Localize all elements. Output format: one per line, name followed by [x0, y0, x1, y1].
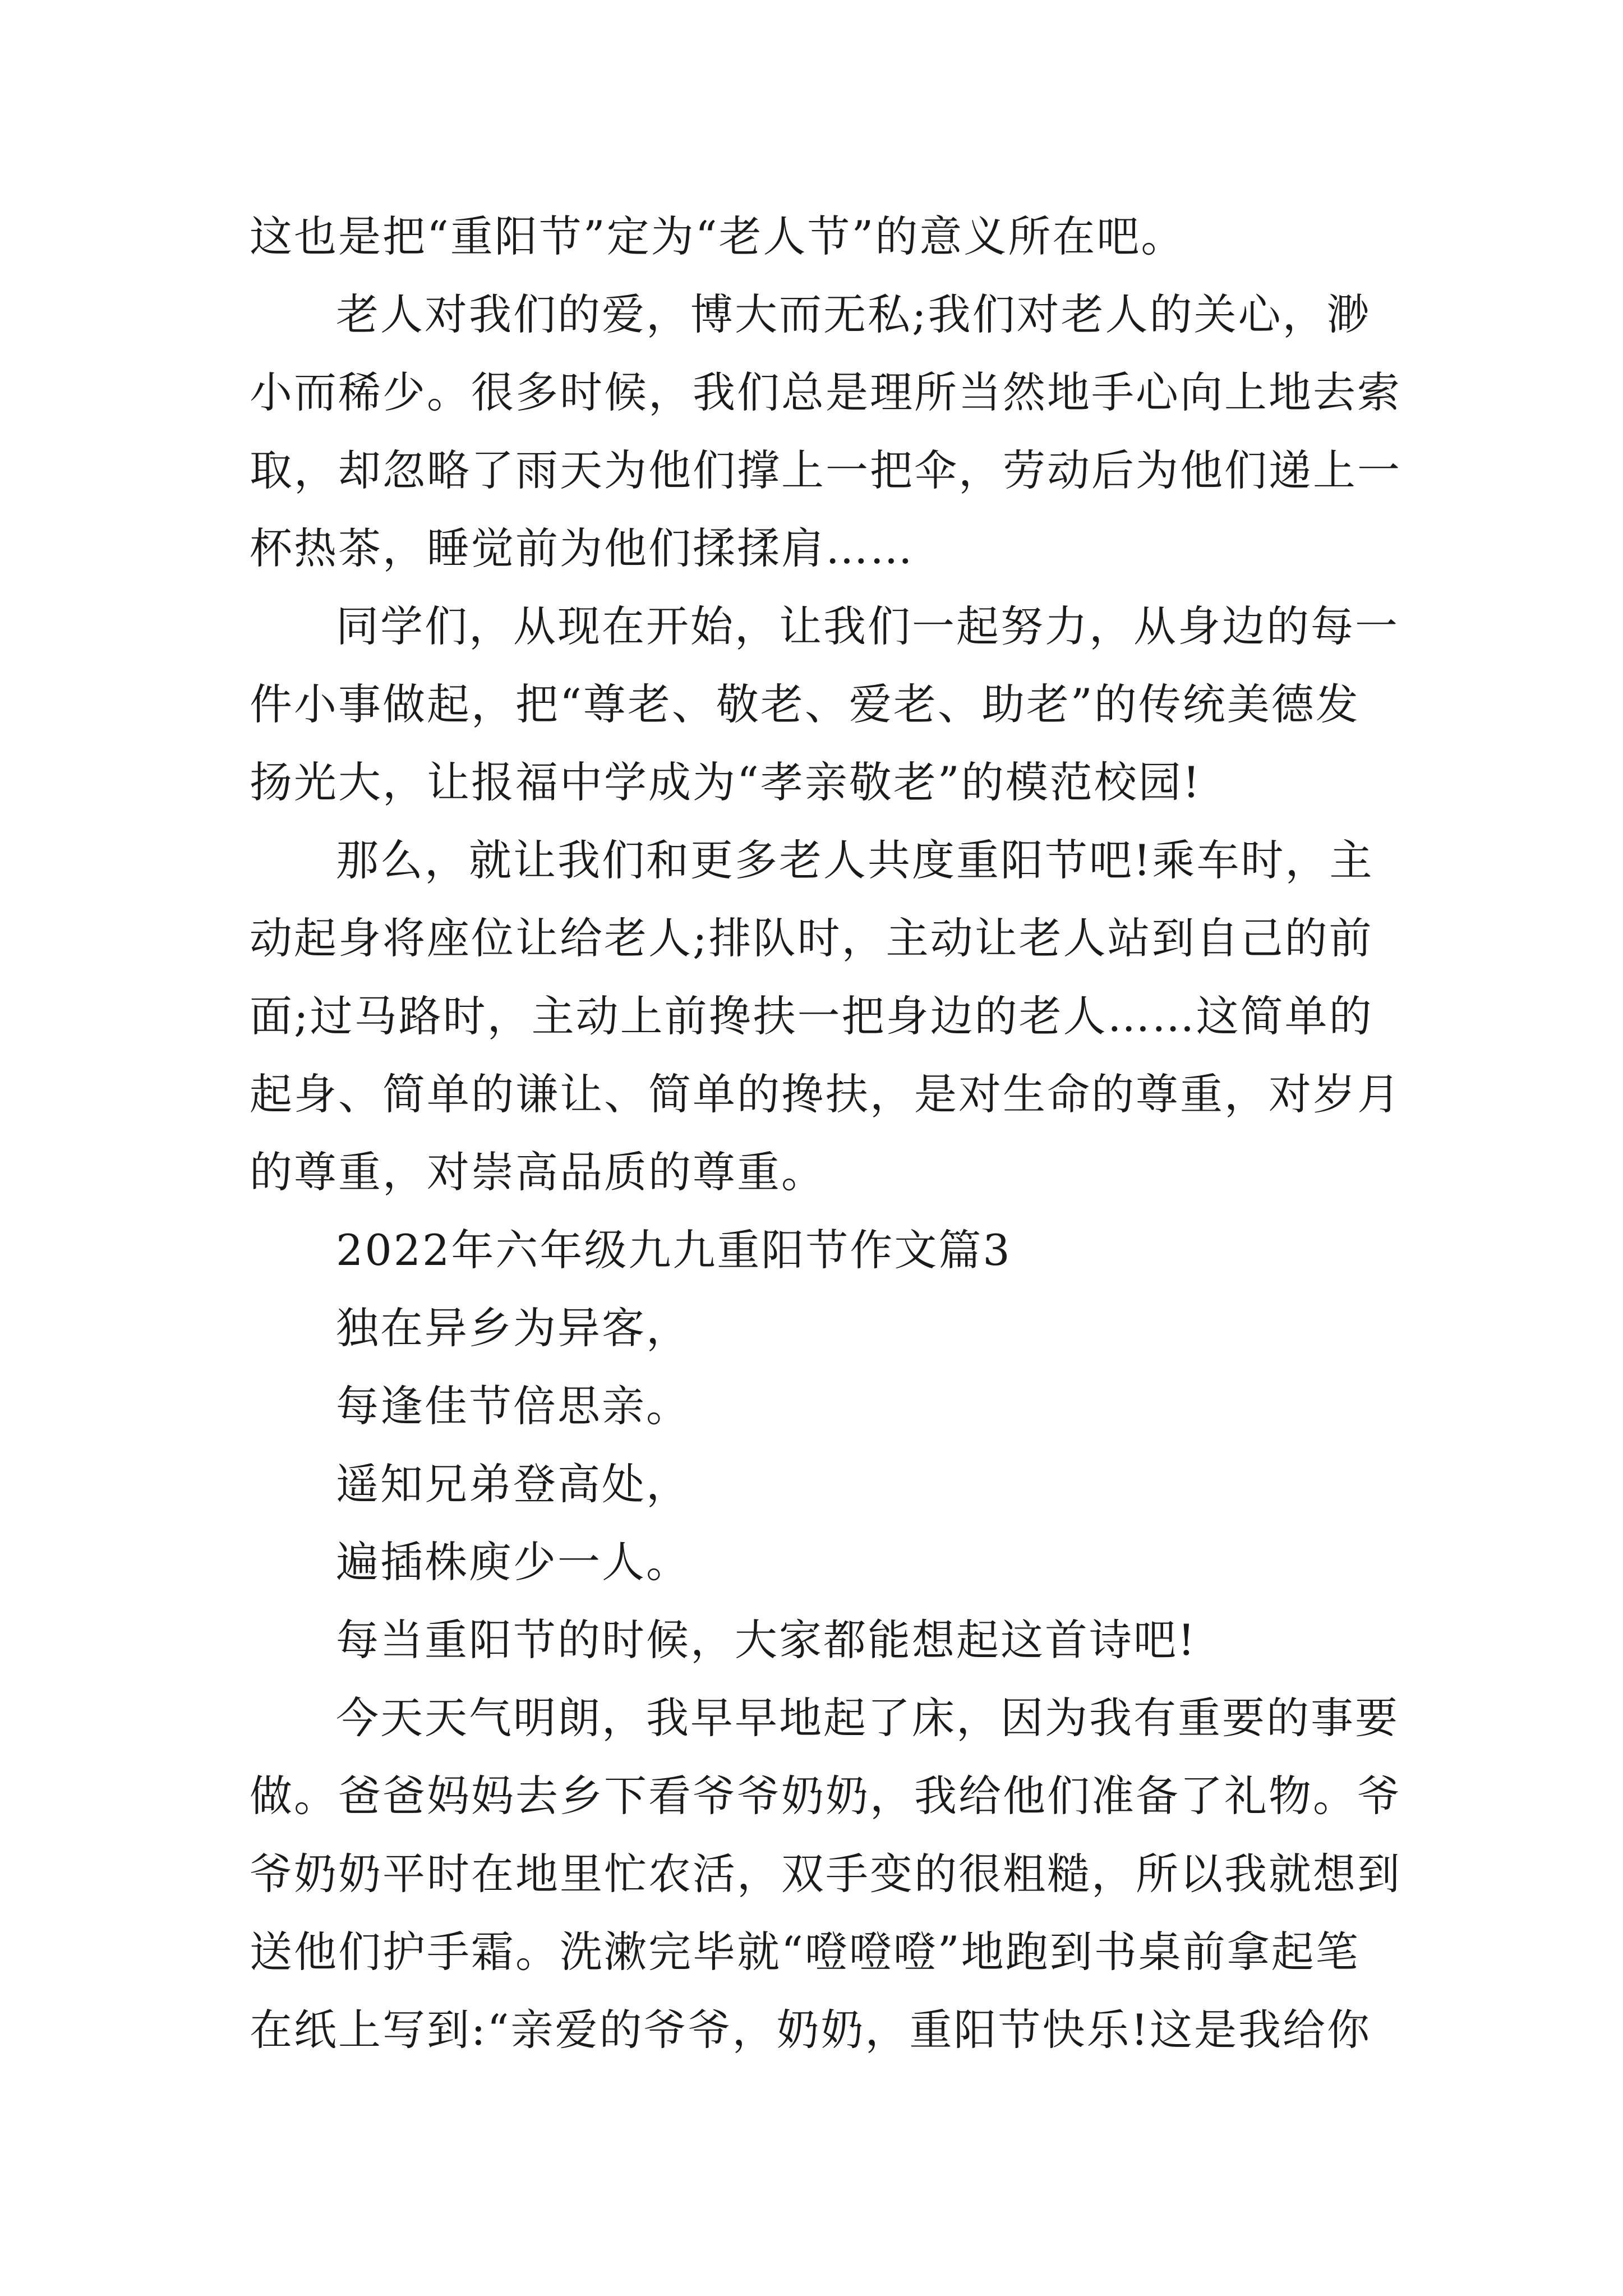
text-line: 那么，就让我们和更多老人共度重阳节吧!乘车时，主: [336, 835, 1374, 885]
text-line: 做。爸爸妈妈去乡下看爷爷奶奶，我给他们准备了礼物。爷: [250, 1771, 1401, 1821]
section-heading: 2022年六年级九九重阳节作文篇3: [336, 1225, 1012, 1275]
text-line: 件小事做起，把“尊老、敬老、爱老、助老”的传统美德发: [250, 679, 1360, 729]
text-line: 这也是把“重阳节”定为“老人节”的意义所在吧。: [250, 211, 1186, 261]
text-line: 在纸上写到:“亲爱的爷爷，奶奶，重阳节快乐!这是我给你: [250, 2005, 1371, 2055]
text-line: 今天天气明朗，我早早地起了床，因为我有重要的事要: [336, 1693, 1399, 1743]
poem-line: 每逢佳节倍思亲。: [336, 1381, 690, 1431]
text-line: 动起身将座位让给老人;排队时，主动让老人站到自己的前: [250, 913, 1373, 963]
text-line: 起身、简单的谦让、简单的搀扶，是对生命的尊重，对岁月: [250, 1069, 1401, 1119]
text-line: 小而稀少。很多时候，我们总是理所当然地手心向上地去索: [250, 367, 1401, 417]
text-line: 扬光大，让报福中学成为“孝亲敬老”的模范校园!: [250, 757, 1202, 807]
poem-line: 独在异乡为异客，: [336, 1303, 690, 1353]
text-line: 老人对我们的爱，博大而无私;我们对老人的关心，渺: [336, 289, 1371, 339]
text-line: 面;过马路时，主动上前搀扶一把身边的老人……这简单的: [250, 991, 1373, 1041]
text-line: 取，却忽略了雨天为他们撑上一把伞，劳动后为他们递上一: [250, 445, 1401, 495]
body-text: [250, 197, 1399, 2069]
text-line: 爷奶奶平时在地里忙农活，双手变的很粗糙，所以我就想到: [250, 1849, 1401, 1899]
text-line: 的尊重，对崇高品质的尊重。: [250, 1147, 826, 1197]
poem-line: 遍插株庾少一人。: [336, 1537, 690, 1587]
text-line: 杯热茶，睡觉前为他们揉揉肩……: [250, 523, 914, 573]
text-line: 每当重阳节的时候，大家都能想起这首诗吧!: [336, 1615, 1197, 1665]
text-line: 送他们护手霜。洗漱完毕就“噔噔噔”地跑到书桌前拿起笔: [250, 1927, 1360, 1977]
poem-line: 遥知兄弟登高处，: [336, 1459, 690, 1509]
text-line: 同学们，从现在开始，让我们一起努力，从身边的每一: [336, 601, 1399, 651]
